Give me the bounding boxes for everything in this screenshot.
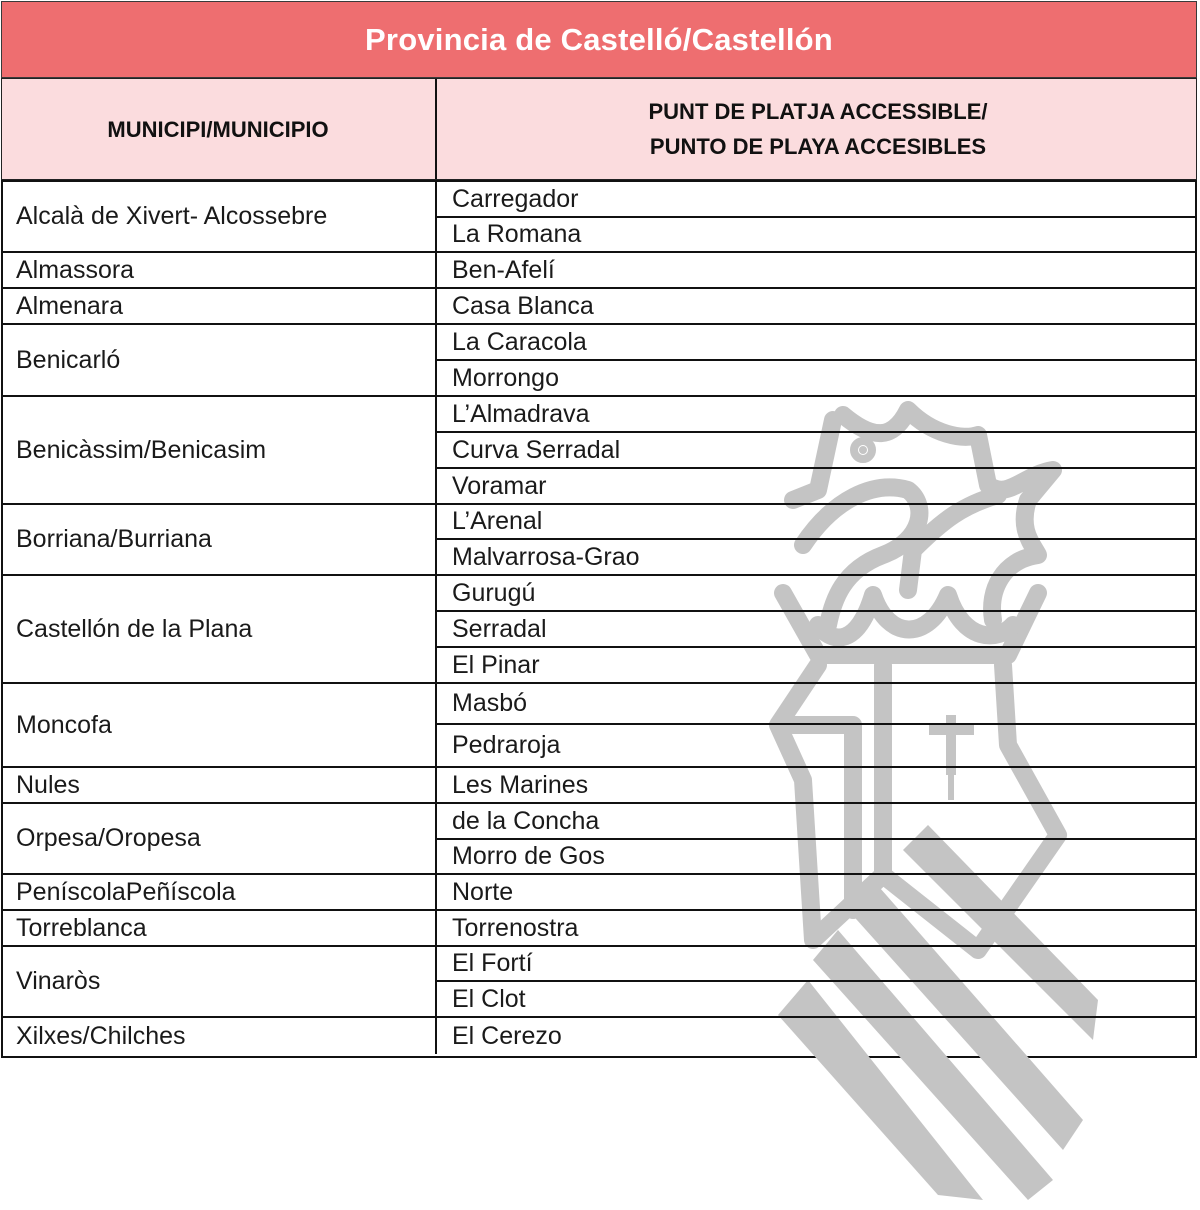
beach-point-cell: Curva Serradal (435, 431, 1197, 467)
header-accessible-beach-point (435, 79, 1199, 179)
beach-point-cell: Norte (435, 873, 1197, 909)
municipality-cell: Castellón de la Plana (3, 574, 435, 682)
province-title: Provincia de Castelló/Castellón (365, 21, 833, 57)
municipality-cell: Torreblanca (3, 909, 435, 945)
province-title-bar (1, 1, 1197, 78)
beach-point-cell: La Romana (435, 216, 1197, 251)
beach-point-cell: El Fortí (435, 945, 1197, 980)
beach-point-cell: Morrongo (435, 359, 1197, 395)
beach-point-cell: Gurugú (435, 574, 1197, 610)
municipality-cell: Borriana/Burriana (3, 503, 435, 574)
beach-point-cell: L’Arenal (435, 503, 1197, 538)
municipality-cell: Alcalà de Xivert- Alcossebre (3, 180, 435, 251)
beach-point-cell: El Clot (435, 980, 1197, 1016)
table-header-row (1, 78, 1197, 180)
beach-point-cell: Ben-Afelí (435, 251, 1197, 287)
beach-point-cell: El Cerezo (435, 1016, 1197, 1054)
beach-point-cell: Pedraroja (435, 723, 1197, 766)
beach-point-cell: El Pinar (435, 646, 1197, 682)
municipality-cell: PeníscolaPeñíscola (3, 873, 435, 909)
header-municipality: MUNICIPI/MUNICIPIO (107, 116, 329, 142)
municipality-cell: Moncofa (3, 682, 435, 766)
municipality-cell: Almassora (3, 251, 435, 287)
municipality-cell: Benicàssim/Benicasim (3, 395, 435, 503)
municipality-cell: Vinaròs (3, 945, 435, 1016)
beach-point-cell: Serradal (435, 610, 1197, 646)
beaches-table-body (1, 180, 1197, 1058)
beach-point-cell: Malvarrosa-Grao (435, 538, 1197, 574)
beach-point-cell: Carregador (435, 180, 1197, 216)
municipality-cell: Almenara (3, 287, 435, 323)
beach-point-cell: de la Concha (435, 802, 1197, 838)
header-beach-line-1: PUNT DE PLATJA ACCESSIBLE/ (648, 99, 988, 124)
municipality-cell: Benicarló (3, 323, 435, 395)
beach-point-cell: La Caracola (435, 323, 1197, 359)
beach-point-cell: Voramar (435, 467, 1197, 503)
beach-point-cell: Torrenostra (435, 909, 1197, 945)
beach-point-cell: Morro de Gos (435, 838, 1197, 873)
municipality-cell: Nules (3, 766, 435, 802)
beach-point-cell: L’Almadrava (435, 395, 1197, 431)
municipality-cell: Orpesa/Oropesa (3, 802, 435, 873)
municipality-cell: Xilxes/Chilches (3, 1016, 435, 1054)
beach-point-cell: Les Marines (435, 766, 1197, 802)
header-beach-line-2: PUNTO DE PLAYA ACCESIBLES (649, 134, 987, 159)
beach-point-cell: Masbó (435, 682, 1197, 723)
beach-point-cell: Casa Blanca (435, 287, 1197, 323)
